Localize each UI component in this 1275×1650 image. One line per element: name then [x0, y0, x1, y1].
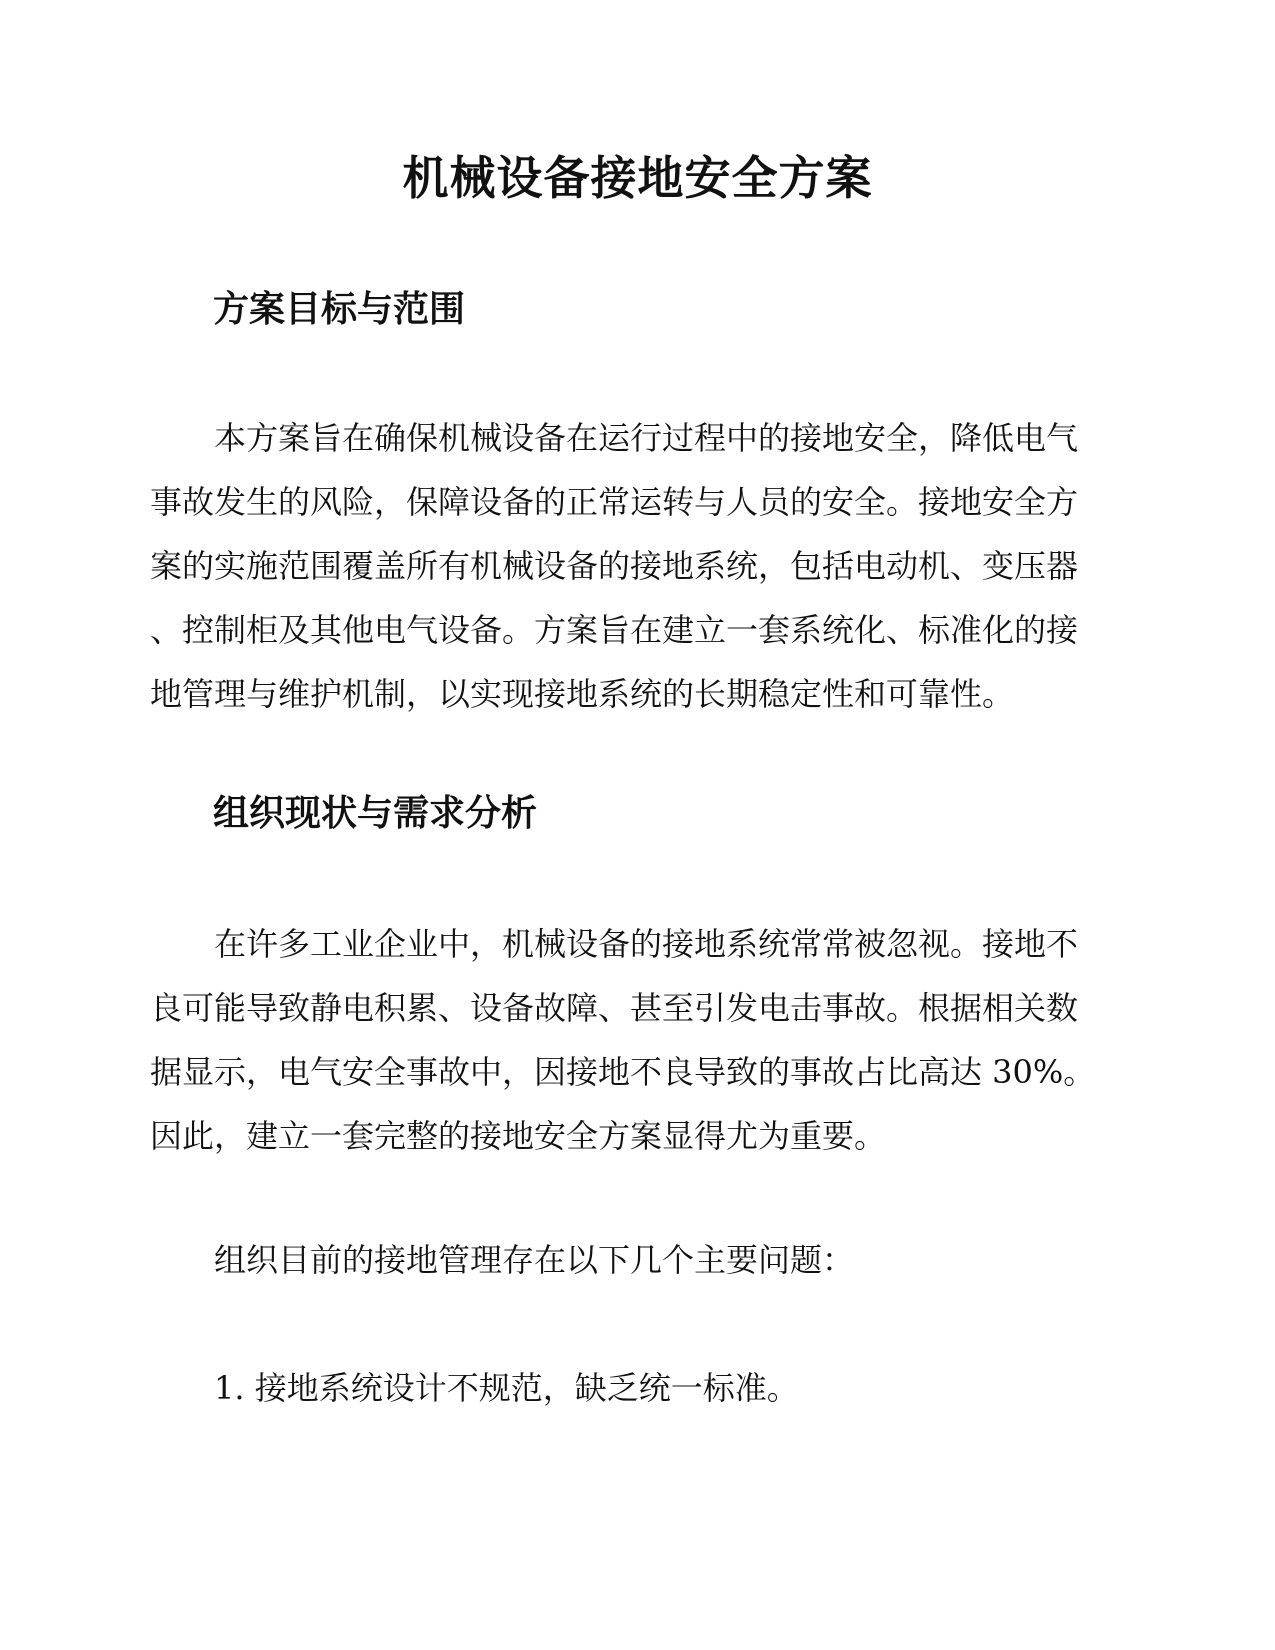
- paragraph-goals-scope: [150, 406, 1115, 726]
- paragraph-line: 本方案旨在确保机械设备在运行过程中的接地安全，降低电气: [214, 419, 1079, 457]
- section-heading-status-analysis: 组织现状与需求分析: [213, 793, 538, 834]
- section-heading-goals-scope: 方案目标与范围: [213, 289, 466, 330]
- paragraph-issues-intro: 组织目前的接地管理存在以下几个主要问题：: [214, 1241, 855, 1279]
- paragraph-line: 地管理与维护机制，以实现接地系统的长期稳定性和可靠性。: [150, 675, 1015, 713]
- paragraph-line: 据显示，电气安全事故中，因接地不良导致的事故占比高达 30%。: [150, 1053, 1096, 1091]
- paragraph-line: 事故发生的风险，保障设备的正常运转与人员的安全。接地安全方: [150, 483, 1079, 521]
- document-title: 机械设备接地安全方案: [402, 151, 873, 205]
- paragraph-status-analysis: [150, 912, 1115, 1168]
- paragraph-line: 、控制柜及其他电气设备。方案旨在建立一套系统化、标准化的接: [150, 611, 1079, 649]
- paragraph-line: 良可能导致静电积累、设备故障、甚至引发电击事故。根据相关数: [150, 989, 1079, 1027]
- list-item-issue-1: 1. 接地系统设计不规范，缺乏统一标准。: [214, 1369, 799, 1407]
- paragraph-line: 因此，建立一套完整的接地安全方案显得尤为重要。: [150, 1117, 887, 1155]
- paragraph-line: 案的实施范围覆盖所有机械设备的接地系统，包括电动机、变压器: [150, 547, 1079, 585]
- paragraph-line: 在许多工业企业中，机械设备的接地系统常常被忽视。接地不: [214, 925, 1079, 963]
